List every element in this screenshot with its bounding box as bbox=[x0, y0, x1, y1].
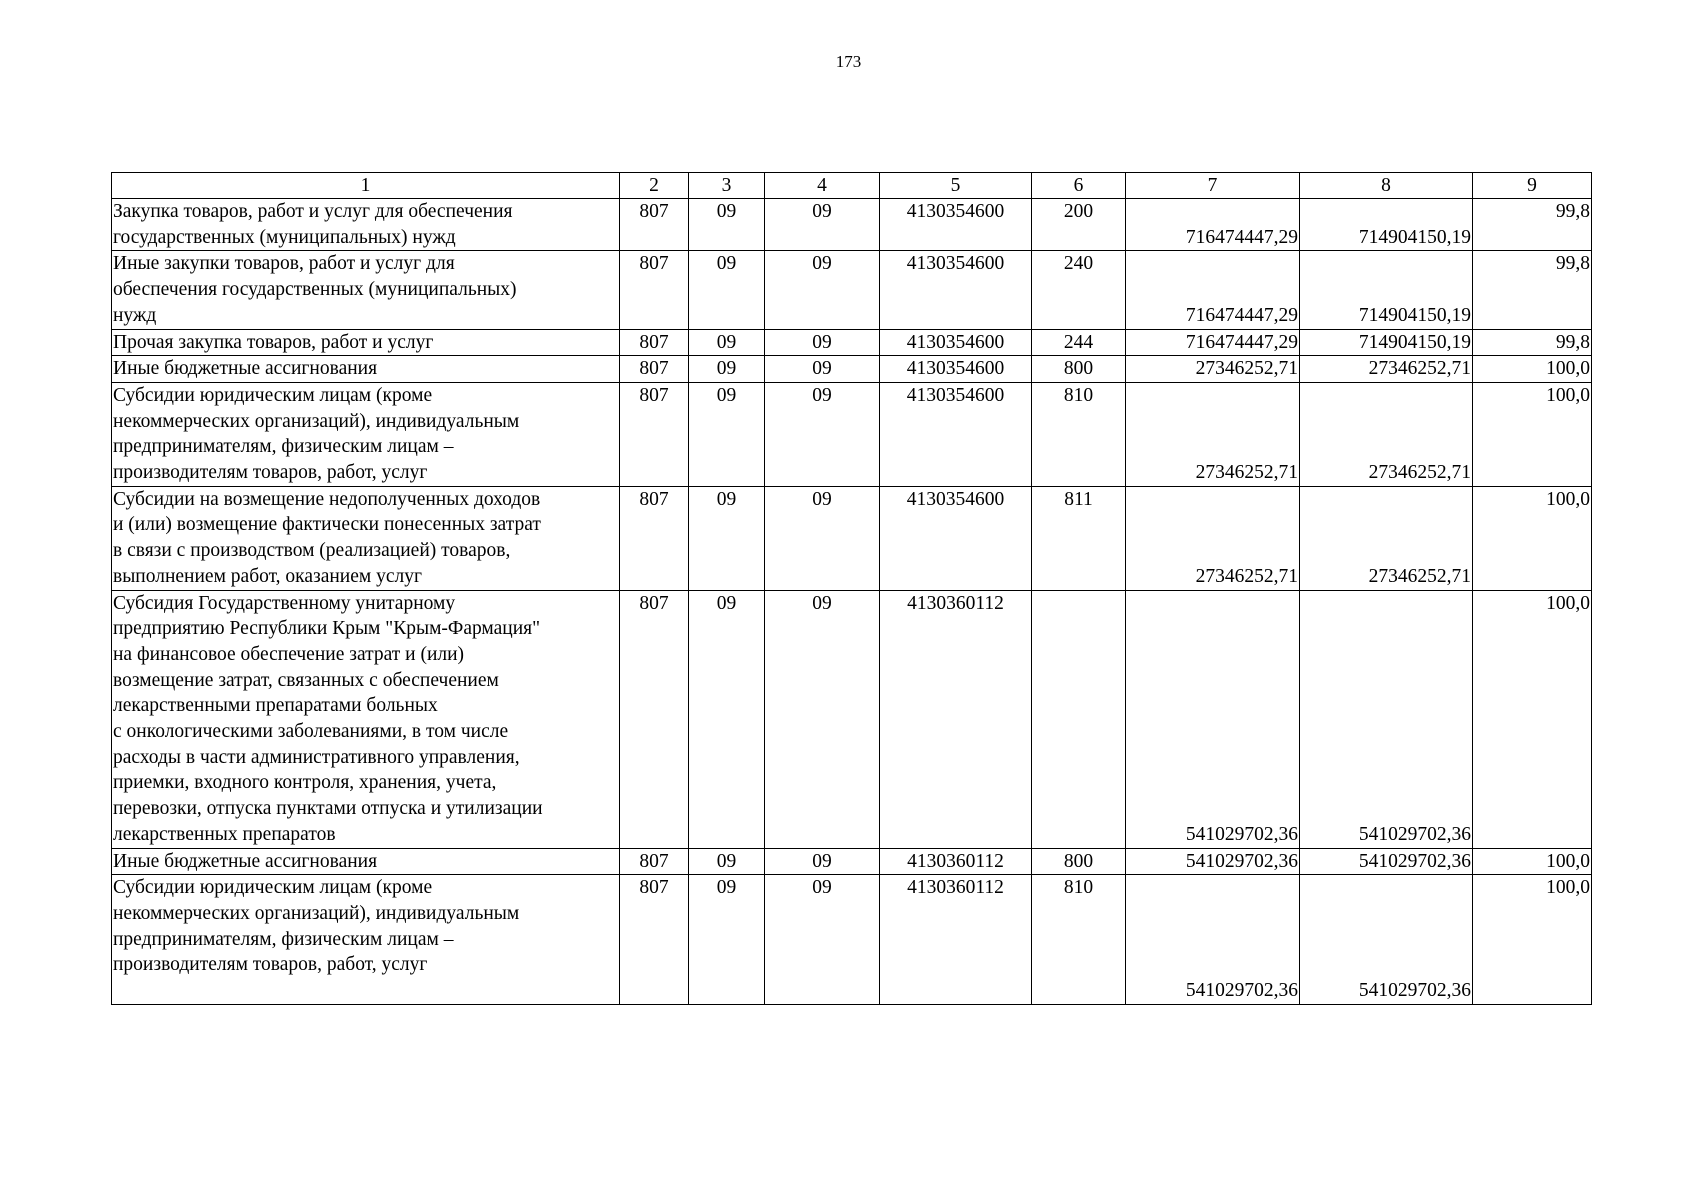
target-article-cell: 4130354600 bbox=[880, 199, 1032, 251]
row-name-cell: Субсидии юридическим лицам (кроме некоммерческих организаций), индивидуальным предпринимателям, физическим лицам – производителям товаров, работ, услуг bbox=[112, 875, 620, 1005]
executed-amount-cell: 541029702,36 bbox=[1300, 848, 1473, 875]
ministry-code-cell: 807 bbox=[620, 486, 689, 590]
expense-type-cell: 240 bbox=[1032, 251, 1126, 329]
table-row bbox=[112, 251, 1592, 329]
ministry-code-cell: 807 bbox=[620, 875, 689, 1005]
executed-amount-cell: 714904150,19 bbox=[1300, 329, 1473, 356]
column-header: 3 bbox=[689, 173, 765, 199]
ministry-code-cell: 807 bbox=[620, 251, 689, 329]
planned-amount-cell: 27346252,71 bbox=[1126, 486, 1300, 590]
expense-type-cell: 810 bbox=[1032, 382, 1126, 486]
row-name-cell: Субсидия Государственному унитарному предприятию Республики Крым "Крым-Фармация" на финансовое обеспечение затрат и (или) возмещение затрат, связанных с обеспечением лекарственными препаратами больных с онкологическими заболеваниями, в том числе расходы в части административного управления, приемки, входного контроля, хранения, учета, перевозки, отпуска пунктами отпуска и утилизации лекарственных препаратов bbox=[112, 590, 620, 848]
target-article-cell: 4130360112 bbox=[880, 875, 1032, 1005]
executed-amount-cell: 714904150,19 bbox=[1300, 199, 1473, 251]
row-name-cell: Иные закупки товаров, работ и услуг для обеспечения государственных (муниципальных) нужд bbox=[112, 251, 620, 329]
expense-type-cell: 200 bbox=[1032, 199, 1126, 251]
row-name-cell: Закупка товаров, работ и услуг для обеспечения государственных (муниципальных) нужд bbox=[112, 199, 620, 251]
planned-amount-cell: 27346252,71 bbox=[1126, 382, 1300, 486]
table-row bbox=[112, 356, 1592, 383]
executed-amount-cell: 27346252,71 bbox=[1300, 382, 1473, 486]
executed-amount-cell: 541029702,36 bbox=[1300, 875, 1473, 1005]
target-article-cell: 4130354600 bbox=[880, 329, 1032, 356]
target-article-cell: 4130354600 bbox=[880, 382, 1032, 486]
subsection-code-cell: 09 bbox=[765, 382, 880, 486]
execution-percent-cell: 100,0 bbox=[1473, 875, 1592, 1005]
table-row bbox=[112, 486, 1592, 590]
executed-amount-cell: 541029702,36 bbox=[1300, 590, 1473, 848]
table-header-row bbox=[112, 173, 1592, 199]
table-row bbox=[112, 199, 1592, 251]
target-article-cell: 4130360112 bbox=[880, 590, 1032, 848]
planned-amount-cell: 541029702,36 bbox=[1126, 848, 1300, 875]
column-header: 9 bbox=[1473, 173, 1592, 199]
planned-amount-cell: 716474447,29 bbox=[1126, 329, 1300, 356]
column-header: 6 bbox=[1032, 173, 1126, 199]
execution-percent-cell: 100,0 bbox=[1473, 848, 1592, 875]
executed-amount-cell: 27346252,71 bbox=[1300, 486, 1473, 590]
ministry-code-cell: 807 bbox=[620, 356, 689, 383]
subsection-code-cell: 09 bbox=[765, 848, 880, 875]
table-row bbox=[112, 848, 1592, 875]
executed-amount-cell: 714904150,19 bbox=[1300, 251, 1473, 329]
ministry-code-cell: 807 bbox=[620, 382, 689, 486]
subsection-code-cell: 09 bbox=[765, 875, 880, 1005]
ministry-code-cell: 807 bbox=[620, 199, 689, 251]
row-name-cell: Иные бюджетные ассигнования bbox=[112, 356, 620, 383]
executed-amount-cell: 27346252,71 bbox=[1300, 356, 1473, 383]
expense-type-cell: 800 bbox=[1032, 356, 1126, 383]
section-code-cell: 09 bbox=[689, 848, 765, 875]
section-code-cell: 09 bbox=[689, 875, 765, 1005]
subsection-code-cell: 09 bbox=[765, 590, 880, 848]
ministry-code-cell: 807 bbox=[620, 329, 689, 356]
ministry-code-cell: 807 bbox=[620, 590, 689, 848]
planned-amount-cell: 27346252,71 bbox=[1126, 356, 1300, 383]
budget-table bbox=[111, 172, 1592, 1005]
expense-type-cell: 811 bbox=[1032, 486, 1126, 590]
expense-type-cell: 810 bbox=[1032, 875, 1126, 1005]
execution-percent-cell: 100,0 bbox=[1473, 590, 1592, 848]
expense-type-cell: 244 bbox=[1032, 329, 1126, 356]
target-article-cell: 4130354600 bbox=[880, 251, 1032, 329]
planned-amount-cell: 541029702,36 bbox=[1126, 875, 1300, 1005]
execution-percent-cell: 99,8 bbox=[1473, 251, 1592, 329]
row-name-cell: Прочая закупка товаров, работ и услуг bbox=[112, 329, 620, 356]
table-row bbox=[112, 382, 1592, 486]
table-row bbox=[112, 875, 1592, 1005]
execution-percent-cell: 100,0 bbox=[1473, 382, 1592, 486]
ministry-code-cell: 807 bbox=[620, 848, 689, 875]
column-header: 7 bbox=[1126, 173, 1300, 199]
execution-percent-cell: 99,8 bbox=[1473, 199, 1592, 251]
planned-amount-cell: 541029702,36 bbox=[1126, 590, 1300, 848]
row-name-cell: Иные бюджетные ассигнования bbox=[112, 848, 620, 875]
column-header: 1 bbox=[112, 173, 620, 199]
column-header: 2 bbox=[620, 173, 689, 199]
section-code-cell: 09 bbox=[689, 251, 765, 329]
expense-type-cell bbox=[1032, 590, 1126, 848]
table-row bbox=[112, 329, 1592, 356]
column-header: 8 bbox=[1300, 173, 1473, 199]
table-row bbox=[112, 590, 1592, 848]
target-article-cell: 4130354600 bbox=[880, 356, 1032, 383]
page-number: 173 bbox=[835, 52, 862, 71]
column-header: 4 bbox=[765, 173, 880, 199]
section-code-cell: 09 bbox=[689, 329, 765, 356]
planned-amount-cell: 716474447,29 bbox=[1126, 199, 1300, 251]
target-article-cell: 4130360112 bbox=[880, 848, 1032, 875]
section-code-cell: 09 bbox=[689, 590, 765, 848]
row-name-cell: Субсидии юридическим лицам (кроме некоммерческих организаций), индивидуальным предпринимателям, физическим лицам – производителям товаров, работ, услуг bbox=[112, 382, 620, 486]
execution-percent-cell: 99,8 bbox=[1473, 329, 1592, 356]
subsection-code-cell: 09 bbox=[765, 329, 880, 356]
section-code-cell: 09 bbox=[689, 356, 765, 383]
target-article-cell: 4130354600 bbox=[880, 486, 1032, 590]
execution-percent-cell: 100,0 bbox=[1473, 486, 1592, 590]
column-header: 5 bbox=[880, 173, 1032, 199]
subsection-code-cell: 09 bbox=[765, 486, 880, 590]
section-code-cell: 09 bbox=[689, 382, 765, 486]
subsection-code-cell: 09 bbox=[765, 199, 880, 251]
expense-type-cell: 800 bbox=[1032, 848, 1126, 875]
subsection-code-cell: 09 bbox=[765, 251, 880, 329]
subsection-code-cell: 09 bbox=[765, 356, 880, 383]
planned-amount-cell: 716474447,29 bbox=[1126, 251, 1300, 329]
row-name-cell: Субсидии на возмещение недополученных доходов и (или) возмещение фактически понесенных затрат в связи с производством (реализацией) товаров, выполнением работ, оказанием услуг bbox=[112, 486, 620, 590]
table-body bbox=[112, 199, 1592, 1005]
section-code-cell: 09 bbox=[689, 199, 765, 251]
section-code-cell: 09 bbox=[689, 486, 765, 590]
execution-percent-cell: 100,0 bbox=[1473, 356, 1592, 383]
